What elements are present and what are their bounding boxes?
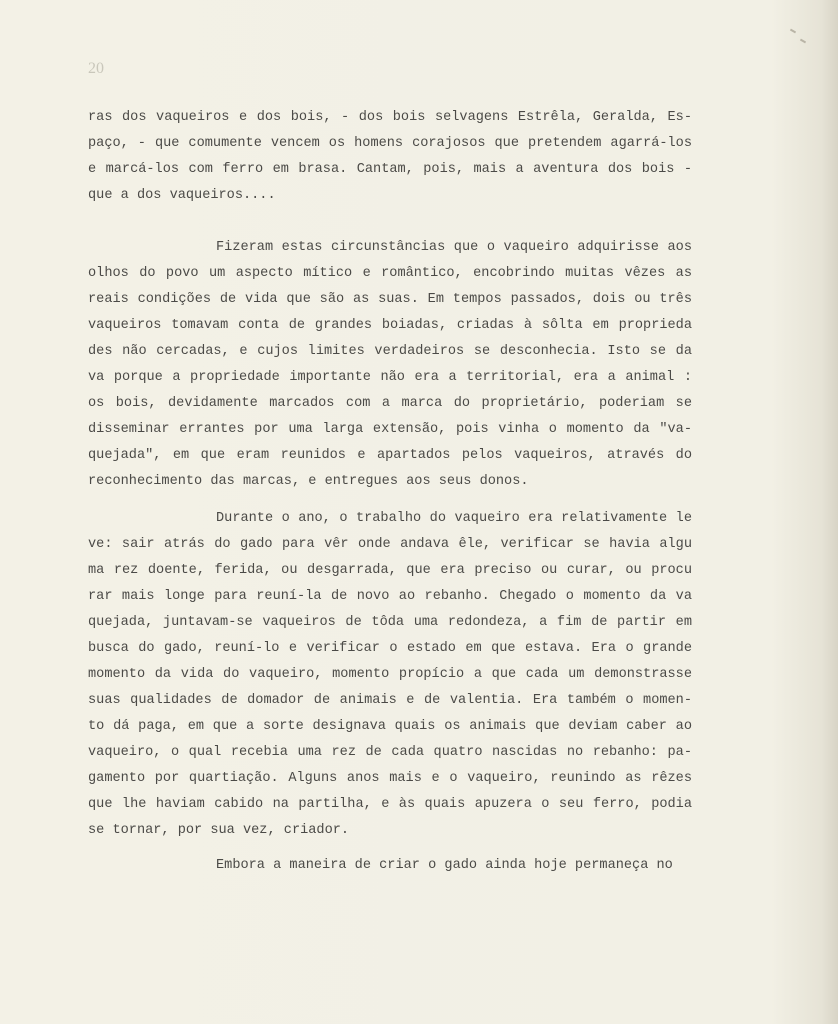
text-line: os bois, devidamente marcados com a marca do proprietário, poderiam se bbox=[88, 396, 692, 411]
text-line: reais condições de vida que são as suas. Em tempos passados, dois ou três bbox=[88, 292, 692, 307]
text-line: paço, - que comumente vencem os homens corajosos que pretendem agarrá-los bbox=[88, 136, 692, 151]
text-line: ma rez doente, ferida, ou desgarrada, que era preciso ou curar, ou procu bbox=[88, 563, 692, 578]
text-line: ras dos vaqueiros e dos bois, - dos bois selvagens Estrêla, Geralda, Es- bbox=[88, 110, 692, 125]
text-line: que a dos vaqueiros.... bbox=[88, 188, 276, 203]
text-line: va porque a propriedade importante não era a territorial, era a animal : bbox=[88, 370, 692, 385]
text-line: que lhe haviam cabido na partilha, e às quais apuzera o seu ferro, podia bbox=[88, 797, 692, 812]
text-line: gamento por quartiação. Alguns anos mais e o vaqueiro, reunindo as rêzes bbox=[88, 771, 692, 786]
text-line: busca do gado, reuní-lo e verificar o estado em que estava. Era o grande bbox=[88, 641, 692, 656]
text-line: rar mais longe para reuní-la de novo ao rebanho. Chegado o momento da va bbox=[88, 589, 692, 604]
paragraph-4 bbox=[88, 853, 692, 879]
text-line: se tornar, por sua vez, criador. bbox=[88, 823, 350, 838]
text-line: Embora a maneira de criar o gado ainda hoje permaneça no bbox=[216, 858, 673, 873]
page-number: 20 bbox=[88, 60, 104, 77]
text-line: Durante o ano, o trabalho do vaqueiro era relativamente le bbox=[216, 511, 692, 526]
text-line: quejada", em que eram reunidos e apartados pelos vaqueiros, através do bbox=[88, 448, 692, 463]
paragraph-1 bbox=[88, 105, 692, 209]
text-line: disseminar errantes por uma larga extensão, pois vinha o momento da "va- bbox=[88, 422, 692, 437]
text-line: des não cercadas, e cujos limites verdadeiros se desconhecia. Isto se da bbox=[88, 344, 692, 359]
text-line: vaqueiros tomavam conta de grandes boiadas, criadas à sôlta em proprieda bbox=[88, 318, 692, 333]
paragraph-3 bbox=[88, 506, 692, 844]
text-line: e marcá-los com ferro em brasa. Cantam, pois, mais a aventura dos bois - bbox=[88, 162, 692, 177]
paragraph-2 bbox=[88, 235, 692, 495]
text-line: olhos do povo um aspecto mítico e romântico, encobrindo muitas vêzes as bbox=[88, 266, 692, 281]
text-line: quejada, juntavam-se vaqueiros de tôda uma redondeza, a fim de partir em bbox=[88, 615, 692, 630]
paper-mark bbox=[800, 39, 806, 44]
text-line: vaqueiro, o qual recebia uma rez de cada quatro nascidas no rebanho: pa- bbox=[88, 745, 692, 760]
paper-mark bbox=[790, 29, 796, 34]
text-line: ve: sair atrás do gado para vêr onde andava êle, verificar se havia algu bbox=[88, 537, 692, 552]
text-line: reconhecimento das marcas, e entregues aos seus donos. bbox=[88, 474, 529, 489]
text-line: suas qualidades de domador de animais e de valentia. Era também o momen- bbox=[88, 693, 692, 708]
text-line: to dá paga, em que a sorte designava quais os animais que deviam caber ao bbox=[88, 719, 692, 734]
text-line: Fizeram estas circunstâncias que o vaqueiro adquirisse aos bbox=[216, 240, 692, 255]
text-line: momento da vida do vaqueiro, momento propício a que cada um demonstrasse bbox=[88, 667, 692, 682]
